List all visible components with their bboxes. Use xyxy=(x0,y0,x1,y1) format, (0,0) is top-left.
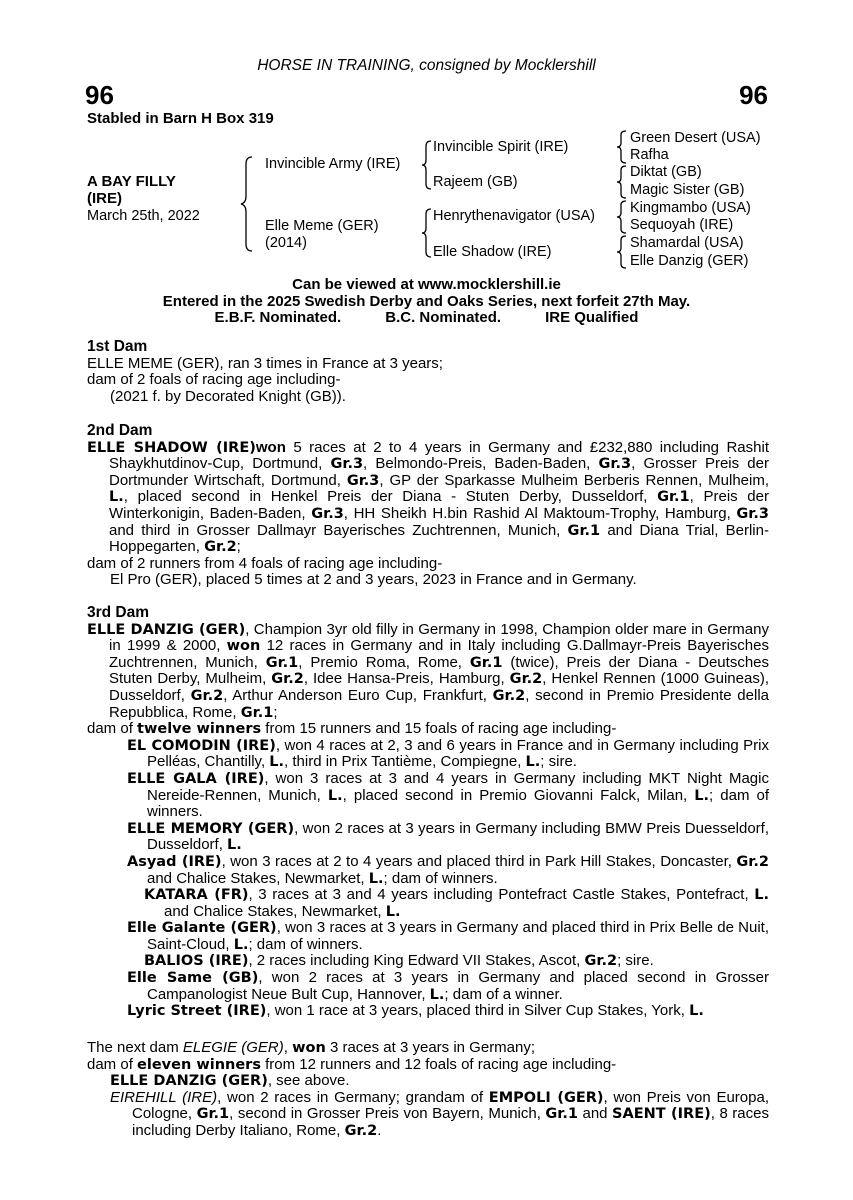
stabling-info: Stabled in Barn H Box 319 xyxy=(87,110,274,127)
pedigree-dam: Elle Meme (GER) (2014) xyxy=(265,218,379,251)
produce-entry: Asyad (IRE), won 3 races at 2 to 4 years and placed third in Park Hill Stakes, Doncaster, Gr.2 and Chalice Stakes, Newmarket, L.; dam of winners. xyxy=(127,852,769,887)
pedigree-brace-2 xyxy=(421,140,433,190)
pedigree-brace-6 xyxy=(616,200,628,234)
pedigree-dam-dam: Elle Shadow (IRE) xyxy=(433,244,552,260)
dam-record: ELLE SHADOW (IRE)won 5 races at 2 to 4 years in Germany and £232,880 including Rashit Shaykhutdinov-Cup, Dortmund, Gr.3, Belmondo-Preis, Baden-Baden, Gr.3, Grosser Preis der Dortmunder Wirtschaft, Dortmund, Gr.3, GP der Sparkasse Mulheim Berberis Rennen, Mulheim, L., placed second in Henkel Preis der Diana - Stuten Derby, Dusseldorf, Gr.1, Preis der Winterkonigin, Baden-Baden, Gr.3, HH Sheikh H.bin Rashid Al Maktoum-Trophy, Hamburg, Gr.3 and third in Grosser Dallmayr Bayerisches Zuchtrennen, Munich, Gr.1 and Diana Trial, Berlin-Hoppegarten, Gr.2; xyxy=(87,438,770,556)
pedigree-dds: Shamardal (USA) xyxy=(630,235,744,251)
produce-entry: EIREHILL (IRE), won 2 races in Germany; grandam of EMPOLI (GER), won Preis von Europa, Cologne, Gr.1, second in Grosser Preis von Bayern, Munich, Gr.1 and SAENT (IRE), 8 races including Derby Italiano, Rome, Gr.2. xyxy=(110,1088,769,1139)
produce-entry: El Pro (GER), placed 5 times at 2 and 3 years, 2023 in France and in Germany. xyxy=(110,571,637,589)
ire-qualified: IRE Qualified xyxy=(545,309,639,326)
produce-entry: EL COMODIN (IRE), won 4 races at 2, 3 and 6 years in France and in Germany including Prix Pelléas, Chantilly, L., third in Prix Tantième, Compiegne, L.; sire. xyxy=(127,736,769,771)
first-dam-section xyxy=(87,339,769,405)
pedigree-sire-dam: Rajeem (GB) xyxy=(433,174,518,190)
pedigree-ddd: Elle Danzig (GER) xyxy=(630,253,749,269)
bc-nomination: B.C. Nominated. xyxy=(385,309,502,326)
foaling-date: March 25th, 2022 xyxy=(87,208,200,224)
pedigree-ssd: Rafha xyxy=(630,147,669,163)
pedigree-sss: Green Desert (USA) xyxy=(630,130,761,146)
pedigree-dsd: Sequoyah (IRE) xyxy=(630,217,734,233)
pedigree-brace-1 xyxy=(240,156,254,252)
produce-summary: dam of twelve winners from 15 runners and 15 foals of racing age including- xyxy=(87,720,617,738)
section-title: 3rd Dam xyxy=(87,604,150,621)
lot-number-left: 96 xyxy=(85,80,114,110)
dam-record: ELLE DANZIG (GER), Champion 3yr old filly in Germany in 1998, Champion older mare in Germany in 1999 & 2000, won 12 races in Germany and in Italy including G.Dallmayr-Preis Bayerisches Zuchtrennen, Munich, Gr.1, Premio Roma, Rome, Gr.1 (twice), Preis der Diana - Deutsches Stuten Derby, Mulheim, Gr.2, Idee Hansa-Preis, Hamburg, Gr.2, Henkel Rennen (1000 Guineas), Dusseldorf, Gr.2, Arthur Anderson Euro Cup, Frankfurt, Gr.2, second in Premio Presidente della Repubblica, Rome, Gr.1; xyxy=(87,620,769,721)
lot-number-right: 96 xyxy=(739,80,768,110)
next-dam-section xyxy=(87,1040,769,1140)
section-title: 1st Dam xyxy=(87,338,148,355)
pedigree-sdd: Magic Sister (GB) xyxy=(630,182,745,198)
produce-entry: ELLE DANZIG (GER), see above. xyxy=(110,1072,350,1090)
pedigree-sire-sire: Invincible Spirit (IRE) xyxy=(433,139,569,155)
produce-summary: dam of 2 runners from 4 foals of racing age including- xyxy=(87,554,443,572)
produce-entry: Lyric Street (IRE), won 1 race at 3 years, placed third in Silver Cup Stakes, York, L. xyxy=(127,1002,704,1020)
pedigree-dss: Kingmambo (USA) xyxy=(630,200,751,216)
pedigree-dam-sire: Henrythenavigator (USA) xyxy=(433,208,595,224)
produce-summary: dam of eleven winners from 12 runners and 12 foals of racing age including- xyxy=(87,1055,617,1073)
pedigree-sds: Diktat (GB) xyxy=(630,164,702,180)
dam-line: The next dam ELEGIE (GER), won 3 races at 3 years in Germany; xyxy=(87,1039,536,1056)
pedigree-brace-3 xyxy=(421,208,433,258)
produce-entry: ELLE MEMORY (GER), won 2 races at 3 years in Germany including BMW Preis Duesseldorf, Dusseldorf, L. xyxy=(127,819,770,854)
viewing-info: Can be viewed at www.mocklershill.ie xyxy=(292,276,561,293)
produce-entry: (2021 f. by Decorated Knight (GB)). xyxy=(110,387,346,405)
catalogue-header: HORSE IN TRAINING, consigned by Mocklershill xyxy=(257,57,596,74)
pedigree-brace-4 xyxy=(616,130,628,164)
second-dam-section xyxy=(87,423,769,589)
produce-entry: KATARA (FR), 3 races at 3 and 4 years including Pontefract Castle Stakes, Pontefract, L. and Chalice Stakes, Newmarket, L. xyxy=(144,886,769,920)
ebf-nomination: E.B.F. Nominated. xyxy=(214,309,342,326)
dam-line: ELLE MEME (GER), ran 3 times in France at 3 years; xyxy=(87,354,443,372)
produce-entry: Elle Same (GB), won 2 races at 3 years in Germany and placed second in Grosser Campanologist Neue Bult Cup, Hannover, L.; dam of a winner. xyxy=(127,969,770,1003)
pedigree-brace-5 xyxy=(616,165,628,199)
nominations xyxy=(0,310,853,327)
pedigree-brace-7 xyxy=(616,235,628,269)
sale-info xyxy=(0,277,853,327)
section-title: 2nd Dam xyxy=(87,422,153,439)
third-dam-section xyxy=(87,605,769,1020)
horse-name: A BAY FILLY (IRE) xyxy=(87,173,176,207)
produce-entry: BALIOS (IRE), 2 races including King Edward VII Stakes, Ascot, Gr.2; sire. xyxy=(144,952,654,970)
pedigree-sire: Invincible Army (IRE) xyxy=(265,156,401,172)
produce-entry: Elle Galante (GER), won 3 races at 3 years in Germany and placed third in Prix Belle de Nuit, Saint-Cloud, L.; dam of winners. xyxy=(127,919,769,953)
produce-entry: ELLE GALA (IRE), won 3 races at 3 and 4 years in Germany including MKT Night Magic Nereide-Rennen, Munich, L., placed second in Premio Giovanni Falck, Milan, L.; dam of winners. xyxy=(127,769,770,821)
entries-info: Entered in the 2025 Swedish Derby and Oaks Series, next forfeit 27th May. xyxy=(162,292,691,310)
produce-summary: dam of 2 foals of racing age including- xyxy=(87,371,341,389)
